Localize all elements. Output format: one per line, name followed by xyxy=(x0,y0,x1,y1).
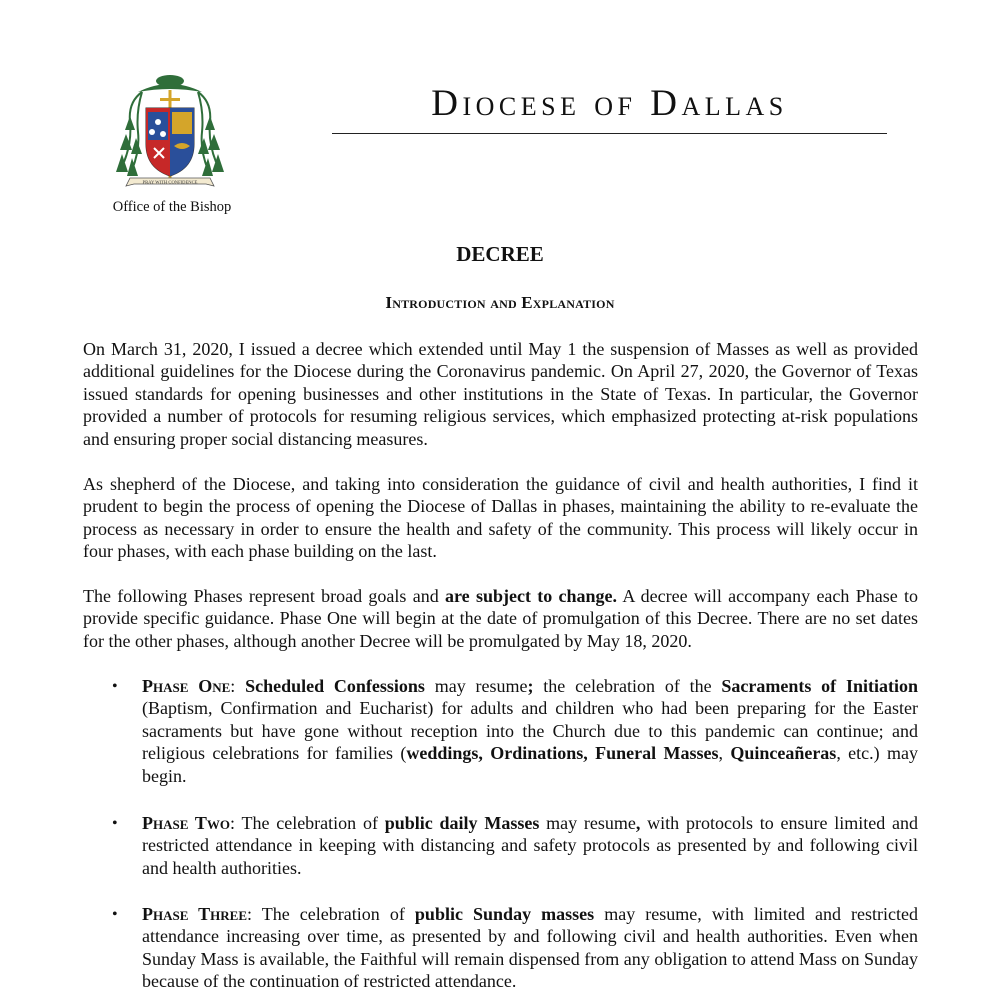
decree-heading: DECREE xyxy=(456,242,544,266)
paragraph-2: As shepherd of the Diocese, and taking into consideration the guidance of civil and health authorities, I find it prudent to begin the process of opening the Diocese of Dallas in phases, maintaining the ability to re-evaluate the process as necessary in order to ensure the health and safety of the community. This process will likely occur in four phases, with each phase building on the last. xyxy=(83,474,918,562)
diocese-title: Diocese of Dallas xyxy=(431,83,788,124)
phase-three-item: Phase Three: The celebration of public Sunday masses may resume, with limited and restricted attendance increasing over time, as presented by and following civil and health authorities. Even when Sunday Mass is available, the Faithful will remain dispensed from any obligation to attend Mass on Sunday because of the continuation of restricted attendance. xyxy=(142,904,919,992)
phase-one-item: Phase One: Scheduled Confessions may resume; the celebration of the Sacraments of Initiation (Baptism, Confirmation and Eucharist) for adults and children who had been preparing for the Easter sacraments but have gone without reception into the Church due to this pandemic can continue; and religious celebrations for families (weddings, Ordinations, Funeral Masses, Quinceañeras, etc.) may begin. xyxy=(142,676,918,786)
introduction-subheading: Introduction and Explanation xyxy=(385,293,615,312)
bullet-icon: • xyxy=(112,678,118,695)
paragraph-3-text-a: The following Phases represent broad goals and xyxy=(83,586,445,606)
phase-two-label: Phase Two xyxy=(142,813,230,833)
paragraph-1: On March 31, 2020, I issued a decree which extended until May 1 the suspension of Masses as well as provided additional guidelines for the Diocese during the Coronavirus pandemic. On April 27, 2020, the Governor of Texas issued standards for opening businesses and other institutions in the State of Texas. In particular, the Governor provided a number of protocols for resuming religious services, which emphasized protecting at-risk populations and ensuring proper social distancing measures. xyxy=(83,339,918,449)
office-of-the-bishop-label: Office of the Bishop xyxy=(112,199,232,215)
paragraph-3 xyxy=(83,585,918,652)
seal-motto: PRAY WITH CONFIDENCE xyxy=(142,179,198,185)
phase-three-label: Phase Three xyxy=(142,904,247,924)
paragraph-3-text-c: A decree will accompany each Phase to provide specific guidance. Phase One will begin at the date of promulgation of this Decree. There are no set dates for the other phases, although another Decree will be promulgated by May 18, 2020. xyxy=(83,586,918,651)
title-divider xyxy=(332,133,887,134)
coat-of-arms-seal xyxy=(108,72,232,196)
phase-one-label: Phase One xyxy=(142,676,231,696)
subject-to-change-emphasis: are subject to change. xyxy=(445,586,618,606)
bullet-icon: • xyxy=(112,815,118,832)
bullet-icon: • xyxy=(112,906,118,923)
phase-two-item: Phase Two: The celebration of public daily Masses may resume, with protocols to ensure limited and restricted attendance in keeping with distancing and safety protocols as presented by and following civil and health authorities. xyxy=(142,813,919,878)
